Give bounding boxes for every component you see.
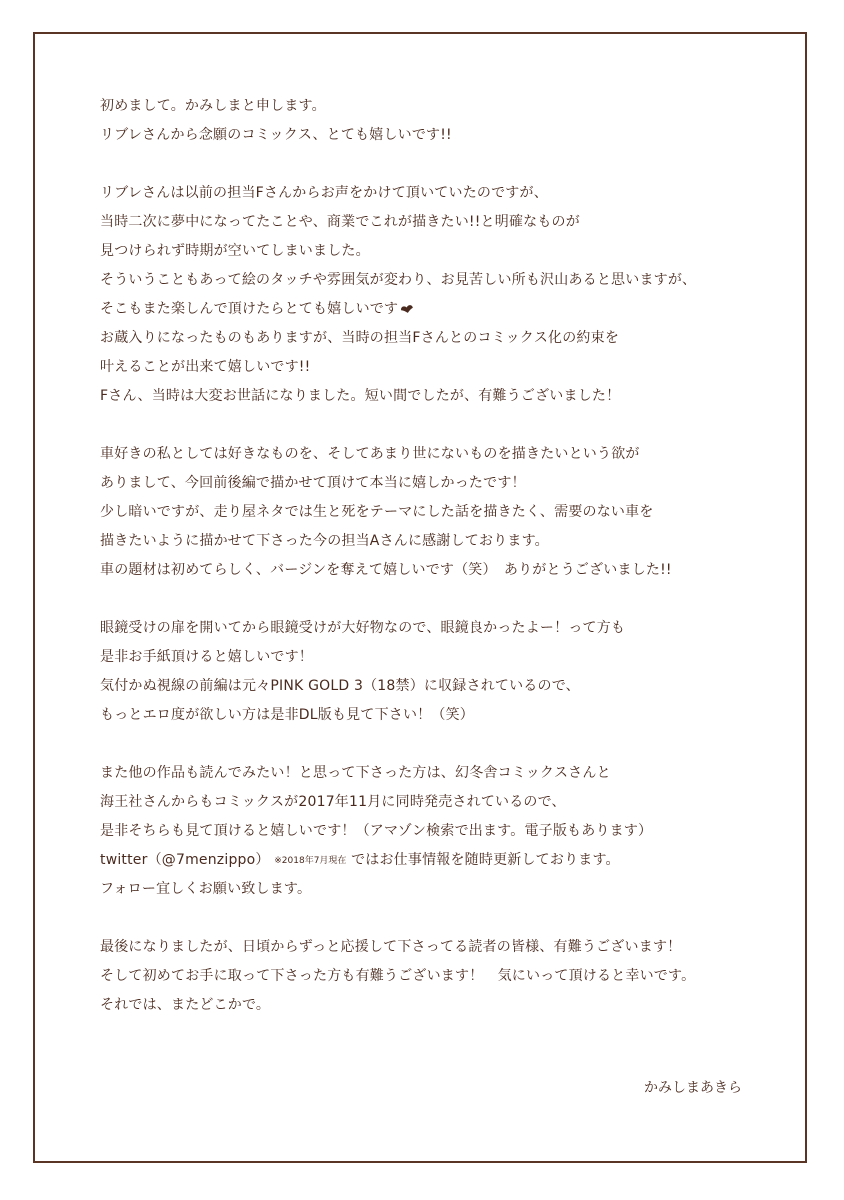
afterword-letter xyxy=(100,92,760,1020)
paragraph-gap xyxy=(100,411,760,440)
letter-line: ありまして、今回前後編で描かせて頂けて本当に嬉しかったです！ xyxy=(100,475,526,491)
author-signature: かみしまあきら xyxy=(644,1080,742,1096)
letter-line: 初めまして。かみしまと申します。 xyxy=(100,98,326,114)
letter-line: そういうこともあって絵のタッチや雰囲気が変わり、お見苦しい所も沢山あると思いますが、 xyxy=(100,272,697,288)
letter-line: 是非そちらも見て頂けると嬉しいです！（アマゾン検索で出ます。電子版もあります） xyxy=(100,823,653,839)
letter-line-with-heart xyxy=(100,295,760,324)
letter-line: フォロー宜しくお願い致します。 xyxy=(100,881,312,897)
letter-line: 気付かぬ視線の前編は元々PINK GOLD 3（18禁）に収録されているので、 xyxy=(100,678,580,694)
letter-line-text: そこもまた楽しんで頂けたらとても嬉しいです xyxy=(100,301,399,317)
letter-line: 眼鏡受けの扉を開いてから眼鏡受けが大好物なので、眼鏡良かったよー！って方も xyxy=(100,620,626,636)
letter-line: 是非お手紙頂けると嬉しいです！ xyxy=(100,649,313,665)
paragraph-gap xyxy=(100,904,760,933)
letter-line: それでは、またどこかで。 xyxy=(100,997,271,1013)
letter-line: 見つけられず時期が空いてしまいました。 xyxy=(100,243,370,259)
letter-line: リブレさんから念願のコミックス、とても嬉しいです!! xyxy=(100,127,452,143)
letter-line: また他の作品も読んでみたい！と思って下さった方は、幻冬舎コミックスさんと xyxy=(100,765,611,781)
letter-line: もっとエロ度が欲しい方は是非DL版も見て下さい！（笑） xyxy=(100,707,474,723)
date-note: ※2018年7月現在 xyxy=(274,856,347,866)
letter-line: 海王社さんからもコミックスが2017年11月に同時発売されているので、 xyxy=(100,794,566,810)
letter-line: 車の題材は初めてらしく、バージンを奪えて嬉しいです（笑） ありがとうございました!! xyxy=(100,562,672,578)
paragraph-gap xyxy=(100,585,760,614)
letter-line: 当時二次に夢中になってたことや、商業でこれが描きたい!!と明確なものが xyxy=(100,214,580,230)
twitter-handle: twitter（@7menzippo） xyxy=(100,852,270,868)
letter-line: そして初めてお手に取って下さった方も有難うございます！ 気にいって頂けると幸いです。 xyxy=(100,968,696,984)
letter-line: 叶えることが出来て嬉しいです!! xyxy=(100,359,311,375)
twitter-line xyxy=(100,846,760,875)
letter-line: 車好きの私としては好きなものを、そしてあまり世にないものを描きたいという欲が xyxy=(100,446,640,462)
twitter-line-text: ではお仕事情報を随時更新しております。 xyxy=(351,852,620,868)
letter-line: 少し暗いですが、走り屋ネタでは生と死をテーマにした話を描きたく、需要のない車を xyxy=(100,504,654,520)
letter-line: お蔵入りになったものもありますが、当時の担当Fさんとのコミックス化の約束を xyxy=(100,330,620,346)
letter-line: リブレさんは以前の担当Fさんからお声をかけて頂いていたのですが、 xyxy=(100,185,548,201)
letter-line: 最後になりましたが、日頃からずっと応援して下さってる読者の皆様、有難うございます！ xyxy=(100,939,682,955)
letter-line: Fさん、当時は大変お世話になりました。短い間でしたが、有難うございました！ xyxy=(100,388,621,404)
letter-line: 描きたいように描かせて下さった今の担当Aさんに感謝しております。 xyxy=(100,533,549,549)
heart-icon xyxy=(400,303,414,314)
paragraph-gap xyxy=(100,730,760,759)
paragraph-gap xyxy=(100,150,760,179)
